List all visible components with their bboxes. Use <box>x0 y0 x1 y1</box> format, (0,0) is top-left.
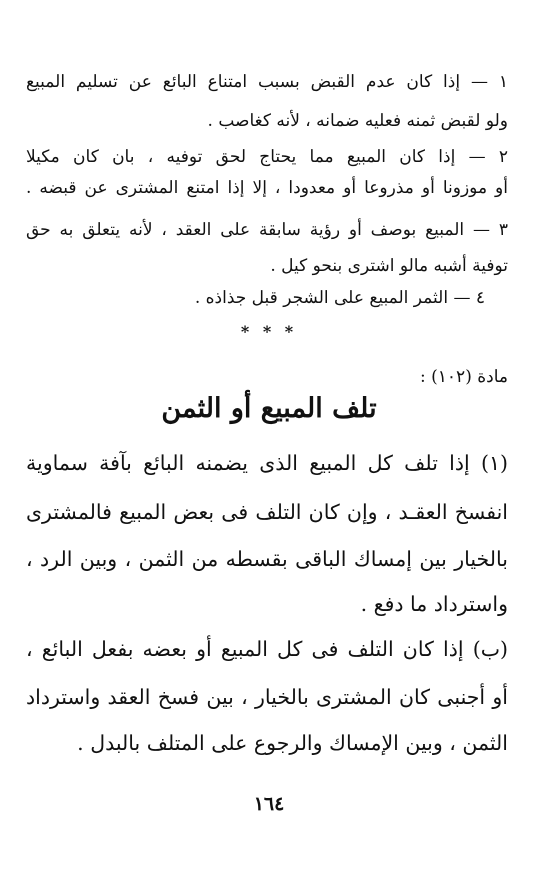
para-a-line-1: (١) إذا تلف كل المبيع الذى يضمنه البائع بآفة سماوية <box>26 451 508 475</box>
para-a-line-3: بالخيار بين إمساك الباقى بقسطه من الثمن ، وبين الرد ، <box>26 547 508 571</box>
item-3-line-1: ٣ — المبيع بوصف أو رؤية سابقة على العقد ، لأنه يتعلق به حق <box>26 220 508 240</box>
item-4-line-1: ٤ — الثمر المبيع على الشجر قبل جذاذه . <box>194 288 485 308</box>
article-title: تلف المبيع أو الثمن <box>161 393 377 424</box>
item-1-line-1: ١ — إذا كان عدم القبض بسبب امتناع البائع عن تسليم المبيع <box>26 72 508 92</box>
para-a-line-4: واسترداد ما دفع . <box>360 592 508 616</box>
para-b-line-3: الثمن ، وبين الإمساك والرجوع على المتلف بالبدل . <box>77 731 508 755</box>
para-a-line-2: انفسخ العقـد ، وإن كان التلف فى بعض المبيع فالمشترى <box>26 500 508 524</box>
item-1-line-2: ولو لقبض ثمنه فعليه ضمانه ، لأنه كغاصب . <box>207 111 508 131</box>
item-2-line-2: أو موزونا أو مذروعا أو معدودا ، إلا إذا امتنع المشترى عن قبضه . <box>26 178 508 198</box>
item-3-line-2: توفية أشبه مالو اشترى بنحو كيل . <box>270 256 508 276</box>
para-b-line-1: (ب) إذا كان التلف فى كل المبيع أو بعضه بفعل البائع ، <box>26 637 508 661</box>
article-label: مادة (١٠٢) : <box>420 367 508 387</box>
section-separator: * * * <box>240 322 298 341</box>
para-b-line-2: أو أجنبى كان المشترى بالخيار ، بين فسخ العقد واسترداد <box>26 685 508 709</box>
page-number: ١٦٤ <box>253 793 285 815</box>
item-2-line-1: ٢ — إذا كان المبيع مما يحتاج لحق توفيه ، بان كان مكيلا <box>26 147 508 167</box>
